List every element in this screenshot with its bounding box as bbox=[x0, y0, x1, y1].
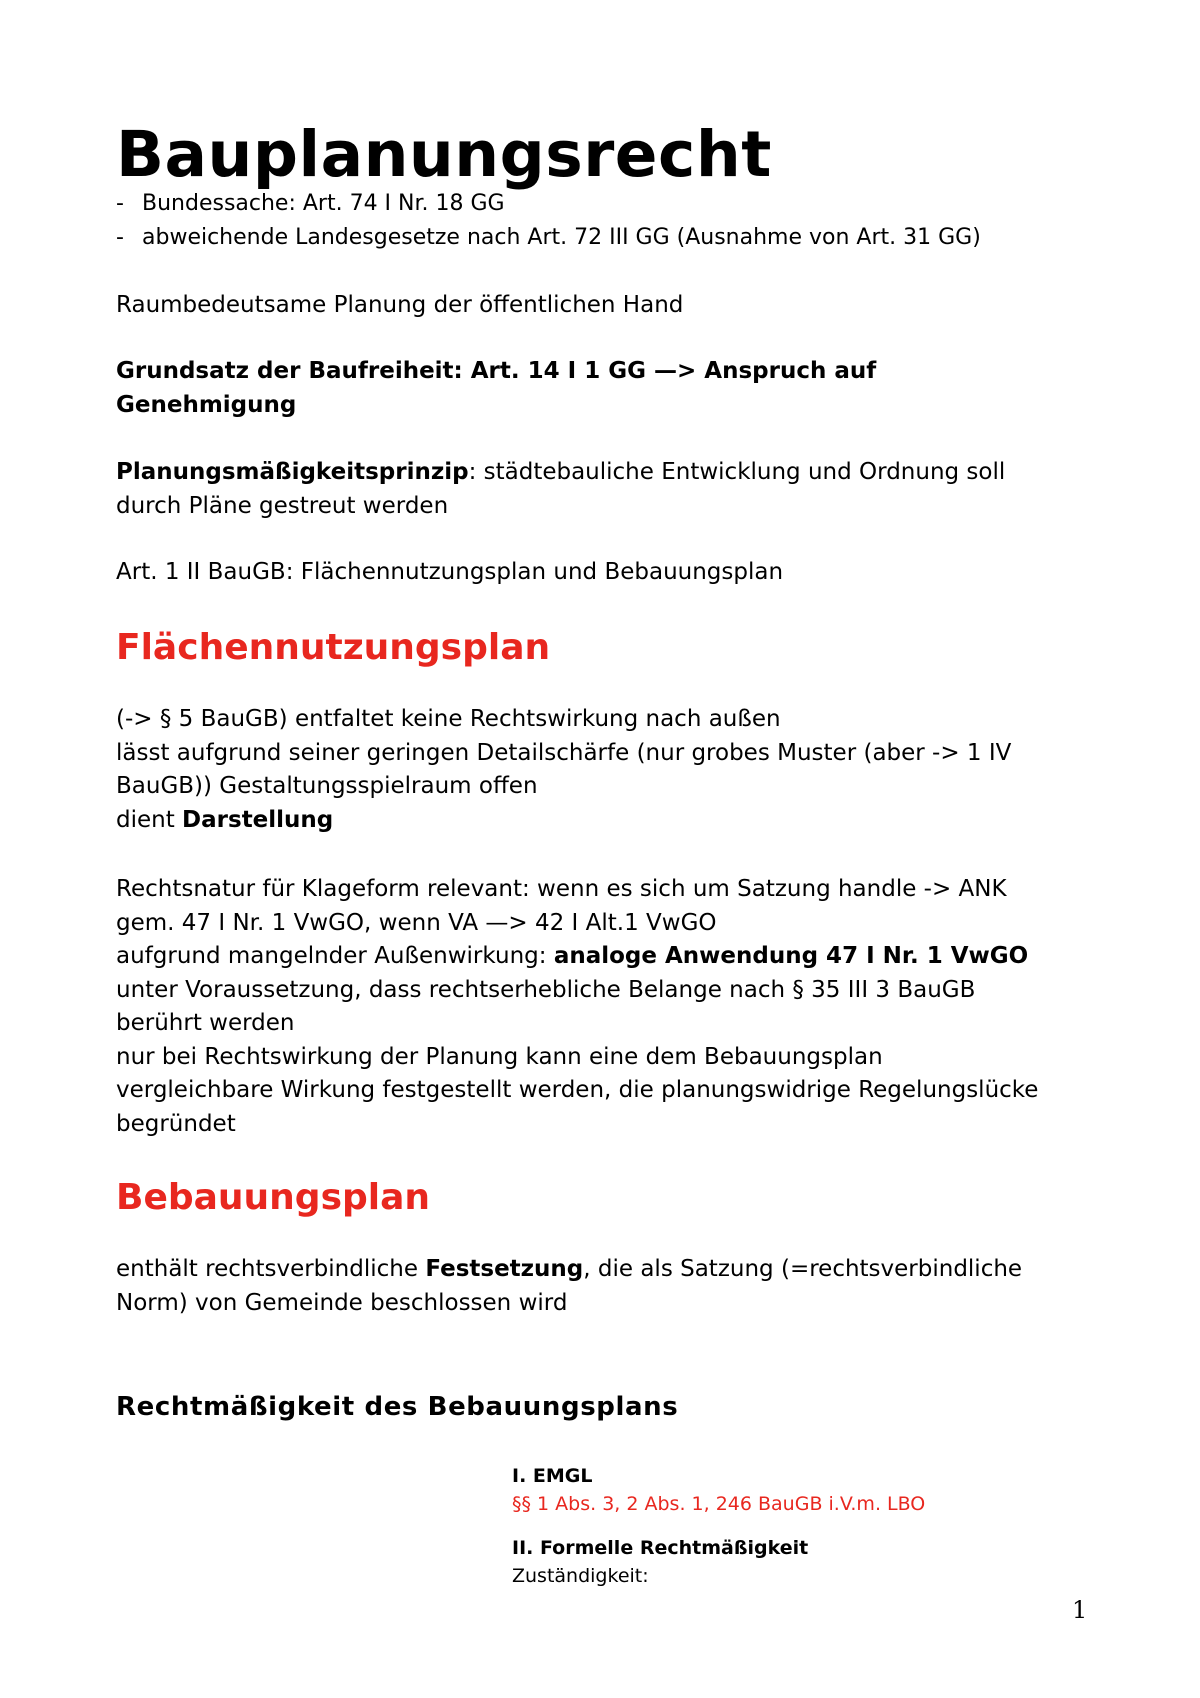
heading-rechtmaessigkeit: Rechtmäßigkeit des Bebauungsplans bbox=[116, 1392, 679, 1422]
outline-subtext: §§ 1 Abs. 3, 2 Abs. 1, 246 BauGB i.V.m. LBO bbox=[512, 1493, 926, 1515]
term-bold: analoge Anwendung 47 I Nr. 1 VwGO bbox=[553, 943, 1029, 969]
outline-heading: I. EMGL bbox=[512, 1465, 593, 1487]
text-line: (-> § 5 BauGB) entfaltet keine Rechtswirkung nach außen bbox=[116, 706, 781, 732]
section-rechtsnatur bbox=[116, 873, 1106, 1141]
text-line: Norm) von Gemeinde beschlossen wird bbox=[116, 1289, 568, 1316]
paragraph-planungsmaessigkeit bbox=[116, 456, 1106, 523]
text-span: , die als Satzung (=rechtsverbindliche bbox=[583, 1256, 1023, 1282]
page-title: Bauplanungsrecht bbox=[116, 118, 772, 191]
paragraph-art1: Art. 1 II BauGB: Flächennutzungsplan und Bebauungsplan bbox=[116, 559, 784, 585]
text-span: durch Pläne gestreut werden bbox=[116, 492, 449, 519]
list-item bbox=[116, 187, 505, 221]
page-number: 1 bbox=[1072, 1596, 1088, 1624]
list-item bbox=[116, 221, 981, 255]
outline-formelle bbox=[512, 1534, 808, 1590]
grundsatz-line: Grundsatz der Baufreiheit: Art. 14 I 1 GG —> Anspruch auf bbox=[116, 358, 877, 384]
text-line: begründet bbox=[116, 1110, 236, 1137]
term-bold: Planungsmäßigkeitsprinzip bbox=[116, 459, 469, 485]
outline-subtext: Zuständigkeit: bbox=[512, 1565, 649, 1587]
bullet-text: Bundessache: Art. 74 I Nr. 18 GG bbox=[142, 191, 505, 216]
grundsatz-line: Genehmigung bbox=[116, 391, 297, 418]
outline-heading: II. Formelle Rechtmäßigkeit bbox=[512, 1537, 809, 1559]
text-line: lässt aufgrund seiner geringen Detailschärfe (nur grobes Muster (aber -> 1 IV bbox=[116, 739, 1012, 766]
text-line: Rechtsnatur für Klageform relevant: wenn es sich um Satzung handle -> ANK bbox=[116, 876, 1007, 902]
section-bp-text bbox=[116, 1253, 1106, 1320]
heading-bebauungsplan: Bebauungsplan bbox=[116, 1177, 431, 1218]
text-line: nur bei Rechtswirkung der Planung kann eine dem Bebauungsplan bbox=[116, 1043, 883, 1070]
text-span: aufgrund mangelnder Außenwirkung: bbox=[116, 943, 554, 969]
paragraph-grundsatz bbox=[116, 355, 1106, 422]
text-line: berührt werden bbox=[116, 1010, 295, 1036]
text-span: enthält rechtsverbindliche bbox=[116, 1256, 426, 1282]
text-line: BauGB)) Gestaltungsspielraum offen bbox=[116, 773, 538, 799]
text-line: gem. 47 I Nr. 1 VwGO, wenn VA —> 42 I Alt.1 VwGO bbox=[116, 909, 717, 936]
heading-flaechennutzungsplan: Flächennutzungsplan bbox=[116, 627, 551, 668]
bullet-text: abweichende Landesgesetze nach Art. 72 III GG (Ausnahme von Art. 31 GG) bbox=[142, 225, 981, 250]
section-fnp-text bbox=[116, 703, 1106, 837]
term-bold: Darstellung bbox=[182, 806, 334, 833]
outline-emgl bbox=[512, 1462, 925, 1518]
bullet-marker: - bbox=[116, 191, 124, 216]
text-span: : städtebauliche Entwicklung und Ordnung soll bbox=[468, 459, 1006, 485]
text-span: dient bbox=[116, 806, 183, 833]
bullet-marker: - bbox=[116, 225, 124, 250]
text-line: unter Voraussetzung, dass rechtserhebliche Belange nach § 35 III 3 BauGB bbox=[116, 976, 976, 1003]
term-bold: Festsetzung bbox=[425, 1256, 584, 1282]
paragraph-raumplanung: Raumbedeutsame Planung der öffentlichen Hand bbox=[116, 292, 684, 318]
text-line: vergleichbare Wirkung festgestellt werden, die planungswidrige Regelungslücke bbox=[116, 1077, 1039, 1103]
